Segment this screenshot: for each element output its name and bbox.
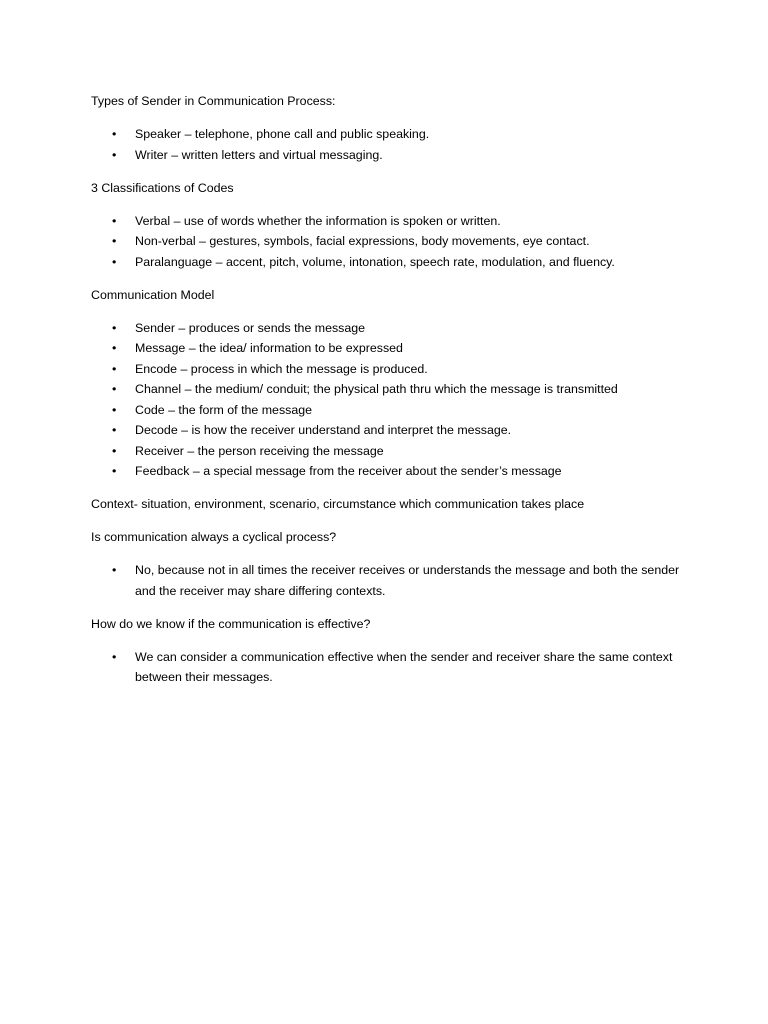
section-heading-effective-question: How do we know if the communication is effective? [91, 616, 371, 631]
bullet-icon: • [112, 649, 117, 664]
list-item-text: Non-verbal – gestures, symbols, facial expressions, body movements, eye contact. [135, 234, 590, 248]
list-item-text: Message – the idea/ information to be expressed [135, 341, 403, 355]
list-item [91, 231, 691, 252]
list-item [91, 124, 691, 145]
list-item [91, 441, 691, 462]
bullet-icon: • [112, 443, 117, 458]
document-page [91, 91, 691, 700]
bullet-icon: • [112, 127, 117, 141]
list-item [91, 647, 691, 688]
list-item-text: Sender – produces or sends the message [135, 320, 366, 335]
bullet-icon: • [112, 464, 117, 478]
list-item-text: Writer – written letters and virtual messaging. [135, 147, 383, 162]
list-item-text: Encode – process in which the message is produced. [135, 361, 428, 376]
list-item-text: Code – the form of the message [135, 402, 313, 417]
bullet-icon: • [112, 423, 117, 437]
communication-model-list [91, 318, 691, 482]
effective-answer-list [91, 647, 691, 688]
context-definition: Context- situation, environment, scenario, circumstance which communication takes place [91, 497, 585, 511]
list-item [91, 359, 691, 380]
section-heading-cyclical-question: Is communication always a cyclical process? [91, 530, 337, 544]
list-item [91, 560, 691, 601]
bullet-icon: • [112, 254, 117, 269]
list-item [91, 400, 691, 421]
bullet-icon: • [112, 320, 117, 335]
list-item-text: Speaker – telephone, phone call and public speaking. [135, 127, 430, 141]
cyclical-answer-list [91, 560, 691, 601]
bullet-icon: • [112, 234, 117, 248]
list-item [91, 461, 691, 482]
list-item [91, 338, 691, 359]
list-item [91, 318, 691, 339]
bullet-icon: • [112, 361, 117, 376]
codes-list [91, 211, 691, 273]
bullet-icon: • [112, 147, 117, 162]
list-item-text: We can consider a communication effective when the sender and receiver share the same context between their messages. [135, 649, 673, 684]
list-item [91, 211, 691, 232]
bullet-icon: • [112, 382, 117, 396]
list-item-text: Receiver – the person receiving the message [135, 443, 384, 458]
list-item-text: No, because not in all times the receiver receives or understands the message and both the sender and the receiver may share differing contexts. [135, 563, 680, 598]
list-item [91, 145, 691, 166]
bullet-icon: • [112, 563, 117, 577]
list-item-text: Feedback – a special message from the receiver about the sender’s message [135, 464, 562, 478]
bullet-icon: • [112, 402, 117, 417]
section-heading-communication-model: Communication Model [91, 287, 215, 302]
list-item [91, 379, 691, 400]
list-item-text: Channel – the medium/ conduit; the physical path thru which the message is transmitted [135, 382, 618, 396]
list-item [91, 252, 691, 273]
bullet-icon: • [112, 213, 117, 228]
list-item [91, 420, 691, 441]
section-heading-codes: 3 Classifications of Codes [91, 180, 234, 195]
list-item-text: Paralanguage – accent, pitch, volume, intonation, speech rate, modulation, and fluency. [135, 254, 615, 269]
list-item-text: Verbal – use of words whether the information is spoken or written. [135, 213, 501, 228]
bullet-icon: • [112, 341, 117, 355]
section-heading-sender-types: Types of Sender in Communication Process: [91, 94, 336, 108]
list-item-text: Decode – is how the receiver understand and interpret the message. [135, 423, 512, 437]
sender-types-list [91, 124, 691, 165]
